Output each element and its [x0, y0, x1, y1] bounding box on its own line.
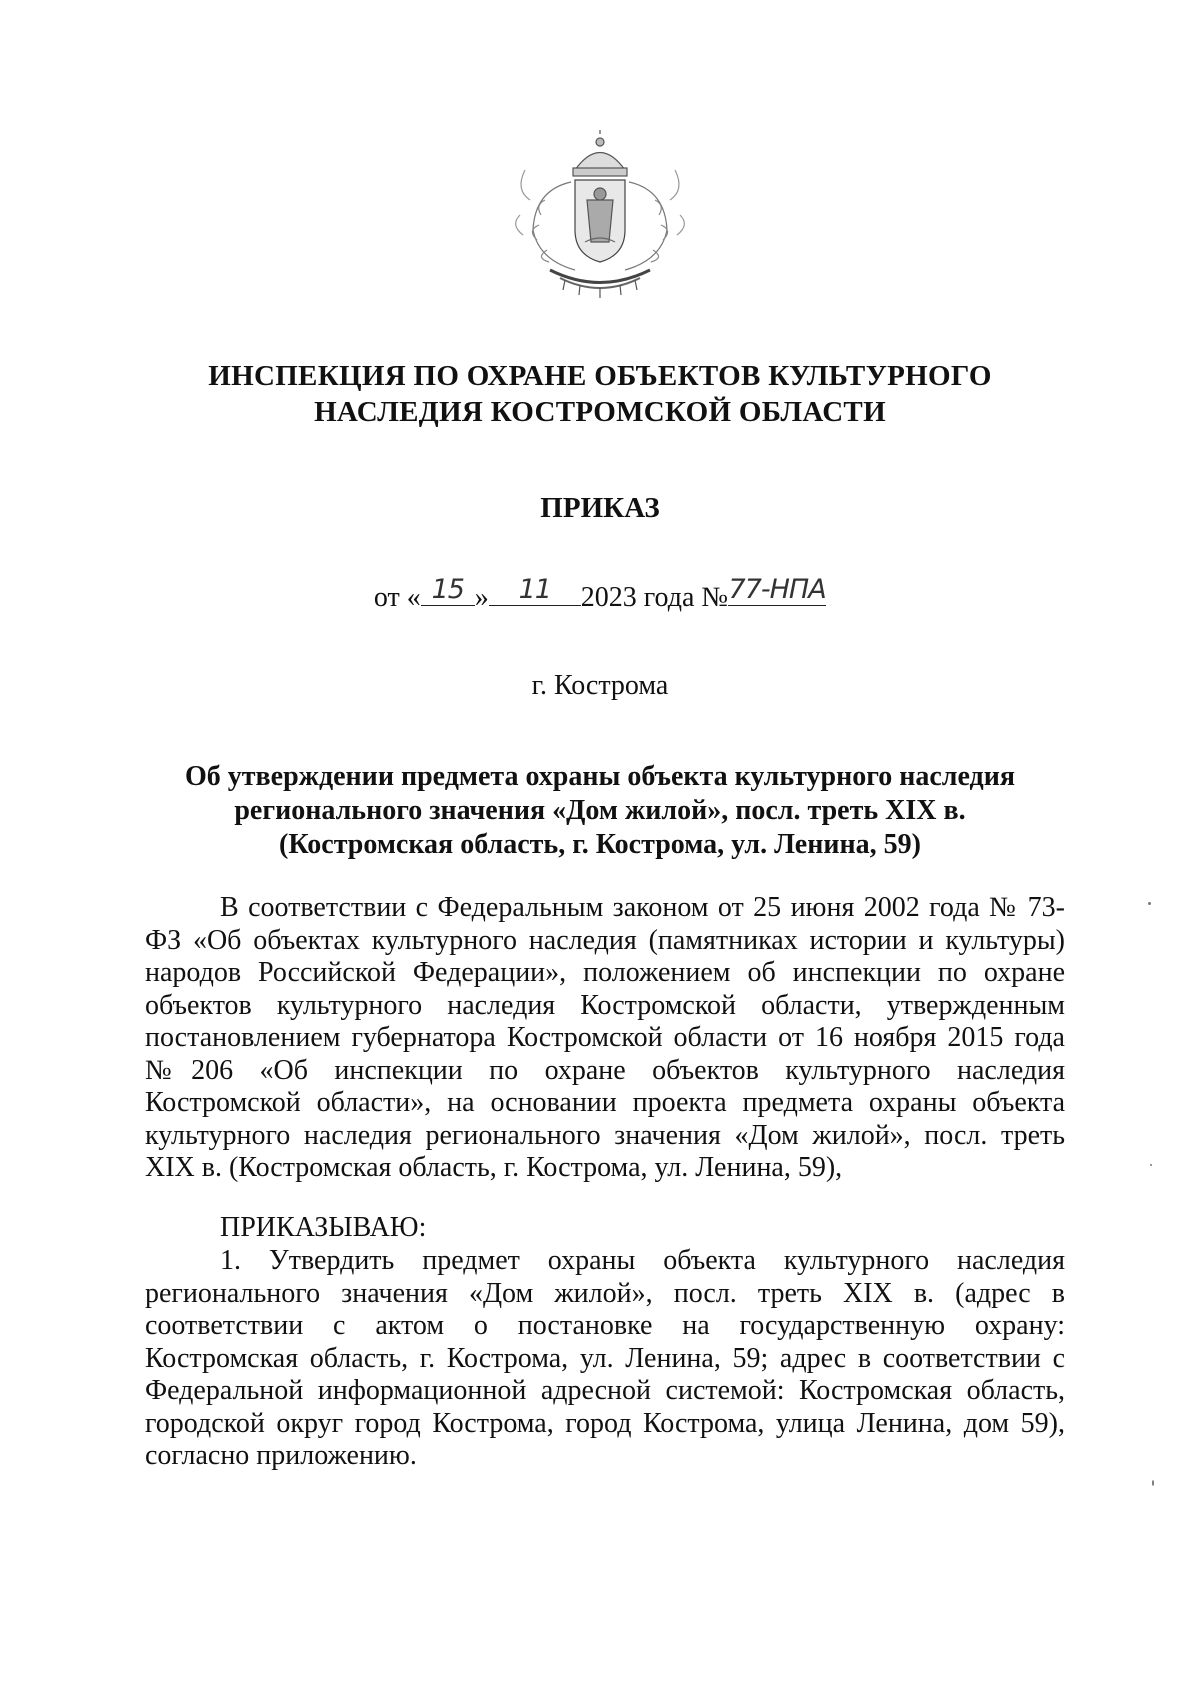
- handwritten-day: 15: [431, 574, 464, 605]
- handwritten-month: 11: [518, 574, 551, 605]
- date-prefix: от «: [373, 582, 421, 613]
- year-text: 2023 года №: [580, 582, 729, 613]
- subject-line1: Об утверждении предмета охраны объекта культурного наследия: [185, 761, 1015, 792]
- organization-name-line1: ИНСПЕКЦИЯ ПО ОХРАНЕ ОБЪЕКТОВ КУЛЬТУРНОГО: [208, 360, 992, 392]
- subject-line3: (Костромская область, г. Кострома, ул. Ленина, 59): [279, 829, 921, 860]
- month-field: [489, 574, 581, 606]
- preamble-paragraph: В соответствии с Федеральным законом от 25 июня 2002 года № 73-ФЗ «Об объектах культурного наследия (памятниках истории и культуры) народов Российской Федерации», положением об инспекции по охране объектов культурного наследия Костромской области, утвержденным постановлением губернатора Костромской области от 16 ноября 2015 года №206 «Об инспекции по охране объектов культурного наследия Костромской области», на основании проекта предмета охраны объекта культурного наследия регионального значения «Дом жилой», посл. треть XIX в. (Костромская область, г. Кострома, ул. Ленина, 59),: [145, 892, 1065, 1183]
- order-subject: [140, 760, 1060, 862]
- scan-speck: [1148, 902, 1151, 905]
- order-number-field: [728, 574, 826, 606]
- organization-name-line2: НАСЛЕДИЯ КОСТРОМСКОЙ ОБЛАСТИ: [314, 396, 886, 428]
- scan-speck: [1150, 1164, 1152, 1166]
- date-mid: »: [474, 582, 489, 613]
- order-directive-word: ПРИКАЗЫВАЮ:: [220, 1212, 427, 1243]
- handwritten-order-number: 77-НПА: [728, 574, 826, 605]
- document-type-title: ПРИКАЗ: [540, 492, 660, 524]
- subject-line2: регионального значения «Дом жилой», посл. треть XIX в.: [234, 795, 966, 826]
- scan-speck: [1152, 1480, 1154, 1486]
- day-field: [421, 574, 475, 606]
- order-item-1: 1. Утвердить предмет охраны объекта культурного наследия регионального значения «Дом жилой», посл. треть XIX в. (адрес в соответствии с актом о постановке на государственную охрану: Костромская область, г. Кострома, ул. Ленина, 59; адрес в соответствии с Федеральной информационной адресной системой: Костромская область, городской округ город Кострома, город Кострома, улица Ленина, дом 59), согласно приложению.: [145, 1245, 1065, 1471]
- coat-of-arms-emblem: [505, 130, 695, 300]
- order-date-line: [0, 574, 1200, 618]
- city-location: г. Кострома: [531, 670, 669, 701]
